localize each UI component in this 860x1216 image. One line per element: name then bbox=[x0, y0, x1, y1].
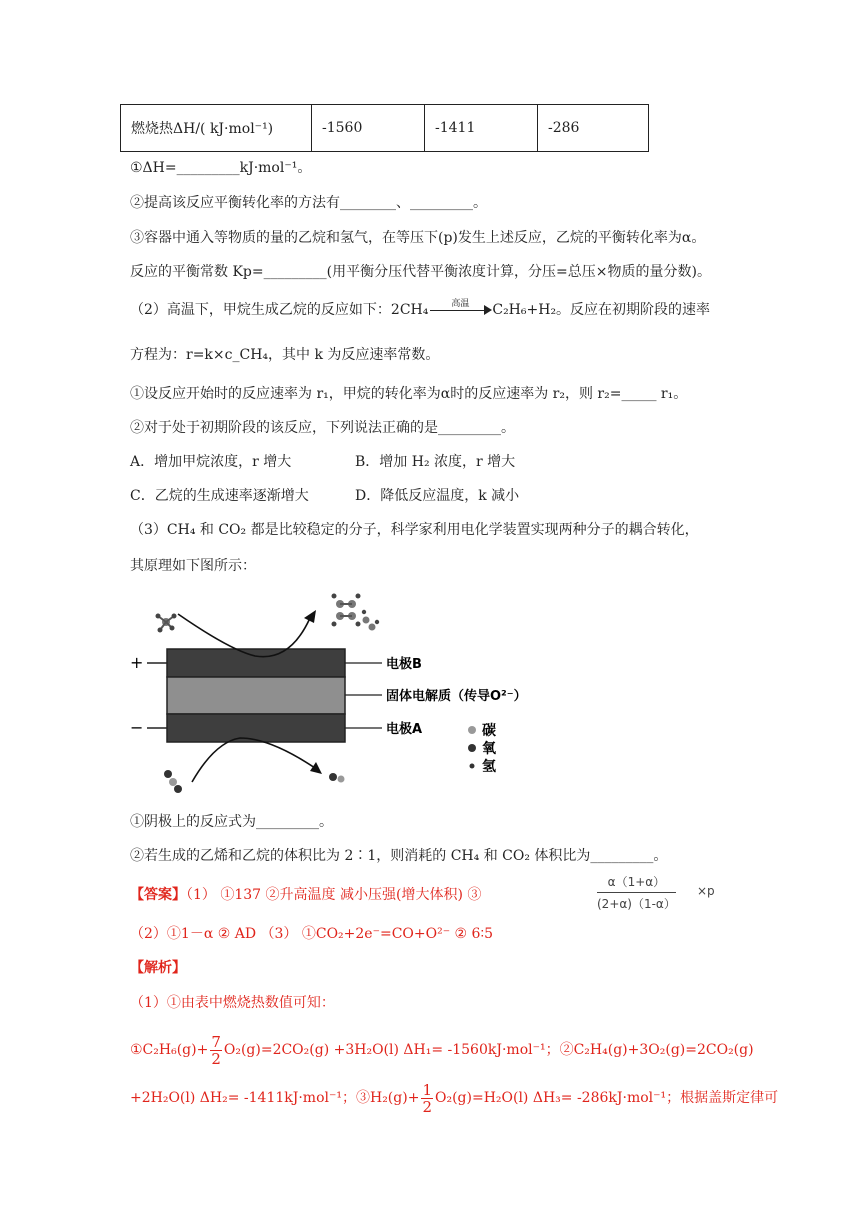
eq1-part-b: O₂(g)=2CO₂(g) +3H₂O(l) ΔH₁= -1560kJ·mol⁻¹；②C₂H₄(g)+3O₂(g)=2CO₂(g) bbox=[223, 1042, 754, 1058]
analysis-tag: 【解析】 bbox=[130, 960, 186, 976]
eq2-part-a: +2H₂O(l) ΔH₂= -1411kJ·mol⁻¹；③H₂(g)+ bbox=[130, 1090, 420, 1106]
answer-tag: 【答案】 bbox=[130, 887, 186, 903]
atom-legend bbox=[468, 723, 497, 775]
legend-hydrogen: 氢 bbox=[482, 759, 496, 775]
eq2-fraction-den: 2 bbox=[422, 1097, 432, 1116]
q1-part4: 反应的平衡常数 Kp=_________(用平衡分压代替平衡浓度计算，分压=总压×物质的量分数)。 bbox=[130, 264, 711, 280]
answer-fraction-tail: ×p bbox=[697, 884, 715, 898]
q1-part1: ①ΔH=_________kJ·mol⁻¹。 bbox=[130, 160, 312, 176]
q3-intro-line1: （3）CH₄ 和 CO₂ 都是比较稳定的分子，科学家利用电化学装置实现两种分子的耦合转化， bbox=[130, 522, 699, 538]
electrode-a-layer bbox=[167, 714, 345, 742]
answer-line2: （2）①1－α ② AD （3） ①CO₂+2e⁻=CO+O²⁻ ② 6∶5 bbox=[130, 926, 494, 942]
table-row bbox=[121, 105, 649, 152]
q3-part2: ②若生成的乙烯和乙烷的体积比为 2∶1，则消耗的 CH₄ 和 CO₂ 体积比为_________。 bbox=[130, 848, 668, 864]
legend-carbon: 碳 bbox=[482, 723, 496, 739]
ethane-ethylene-molecules bbox=[332, 594, 380, 631]
eq1-part-a: ①C₂H₆(g)+ bbox=[130, 1042, 209, 1058]
legend-oxygen: 氧 bbox=[482, 741, 496, 757]
q1-part2: ②提高该反应平衡转化率的方法有________、_________。 bbox=[130, 195, 487, 211]
q2-part1: ①设反应开始时的反应速率为 r₁，甲烷的转化率为α时的反应速率为 r₂，则 r₂=_____ r₁。 bbox=[130, 386, 688, 402]
eq1-fraction-den: 2 bbox=[211, 1049, 221, 1068]
answer-kp-fraction bbox=[597, 873, 715, 912]
answer-fraction-numerator: α（1+α） bbox=[597, 873, 676, 893]
table-cell: -1560 bbox=[312, 105, 425, 152]
electrolyte-label: 固体电解质（传导O²⁻） bbox=[386, 689, 527, 704]
eq2-part-b: O₂(g)=H₂O(l) ΔH₃= -286kJ·mol⁻¹；根据盖斯定律可 bbox=[434, 1090, 779, 1106]
q2-part2: ②对于处于初期阶段的该反应，下列说法正确的是_________。 bbox=[130, 420, 515, 436]
q3-part1: ①阴极上的反应式为_________。 bbox=[130, 814, 333, 830]
eq1-fraction bbox=[210, 1034, 222, 1067]
analysis-equation2 bbox=[130, 1078, 778, 1118]
eq2-fraction bbox=[421, 1082, 433, 1115]
answer-fraction-denominator: (2+α)（1-α） bbox=[597, 897, 676, 911]
electrochemical-cell-diagram bbox=[120, 580, 540, 795]
methane-molecule bbox=[156, 614, 177, 633]
electrode-a-label: 电极A bbox=[386, 722, 423, 737]
negative-terminal: − bbox=[130, 718, 144, 737]
electrode-b-layer bbox=[167, 649, 345, 677]
carbon-dioxide-molecule bbox=[164, 770, 182, 793]
analysis-equation1 bbox=[130, 1030, 754, 1070]
table-cell: -1411 bbox=[425, 105, 538, 152]
eq2-fraction-num: 1 bbox=[422, 1080, 432, 1099]
electrolyte-layer bbox=[167, 677, 345, 714]
carbon-monoxide-molecule bbox=[329, 773, 345, 783]
q2-intro-b: C₂H₆+H₂。反应在初期阶段的速率 bbox=[492, 302, 711, 318]
electrode-b-label: 电极B bbox=[386, 657, 422, 672]
q2-intro bbox=[130, 300, 710, 320]
option-b: B．增加 H₂ 浓度，r 增大 bbox=[355, 454, 516, 470]
option-d: D．降低反应温度，k 减小 bbox=[355, 488, 520, 504]
q3-intro-line2: 其原理如下图所示： bbox=[130, 558, 256, 574]
option-a: A．增加甲烷浓度，r 增大 bbox=[130, 454, 292, 470]
bottom-reaction-arrow bbox=[192, 738, 315, 782]
eq1-fraction-num: 7 bbox=[211, 1032, 221, 1051]
answer-line1 bbox=[130, 885, 481, 905]
reaction-condition: 高温 bbox=[451, 299, 470, 309]
q1-part3: ③容器中通入等物质的量的乙烷和氢气，在等压下(p)发生上述反应，乙烷的平衡转化率为α。 bbox=[130, 230, 706, 246]
option-c: C．乙烷的生成速率逐渐增大 bbox=[130, 488, 309, 504]
answer-line1-text: （1） ①137 ②升高温度 减小压强(增大体积) ③ bbox=[186, 887, 482, 903]
table-cell: -286 bbox=[538, 105, 649, 152]
analysis-line1: （1）①由表中燃烧热数值可知： bbox=[130, 995, 335, 1011]
reaction-arrow bbox=[428, 300, 492, 320]
table-row-label: 燃烧热ΔH/( kJ·mol⁻¹) bbox=[121, 105, 312, 152]
q2-rate-equation: 方程为：r=k×c_CH₄，其中 k 为反应速率常数。 bbox=[130, 347, 440, 363]
combustion-heat-table bbox=[120, 104, 649, 152]
positive-terminal: + bbox=[130, 653, 144, 672]
q2-intro-a: （2）高温下，甲烷生成乙烷的反应如下：2CH₄ bbox=[130, 302, 429, 318]
